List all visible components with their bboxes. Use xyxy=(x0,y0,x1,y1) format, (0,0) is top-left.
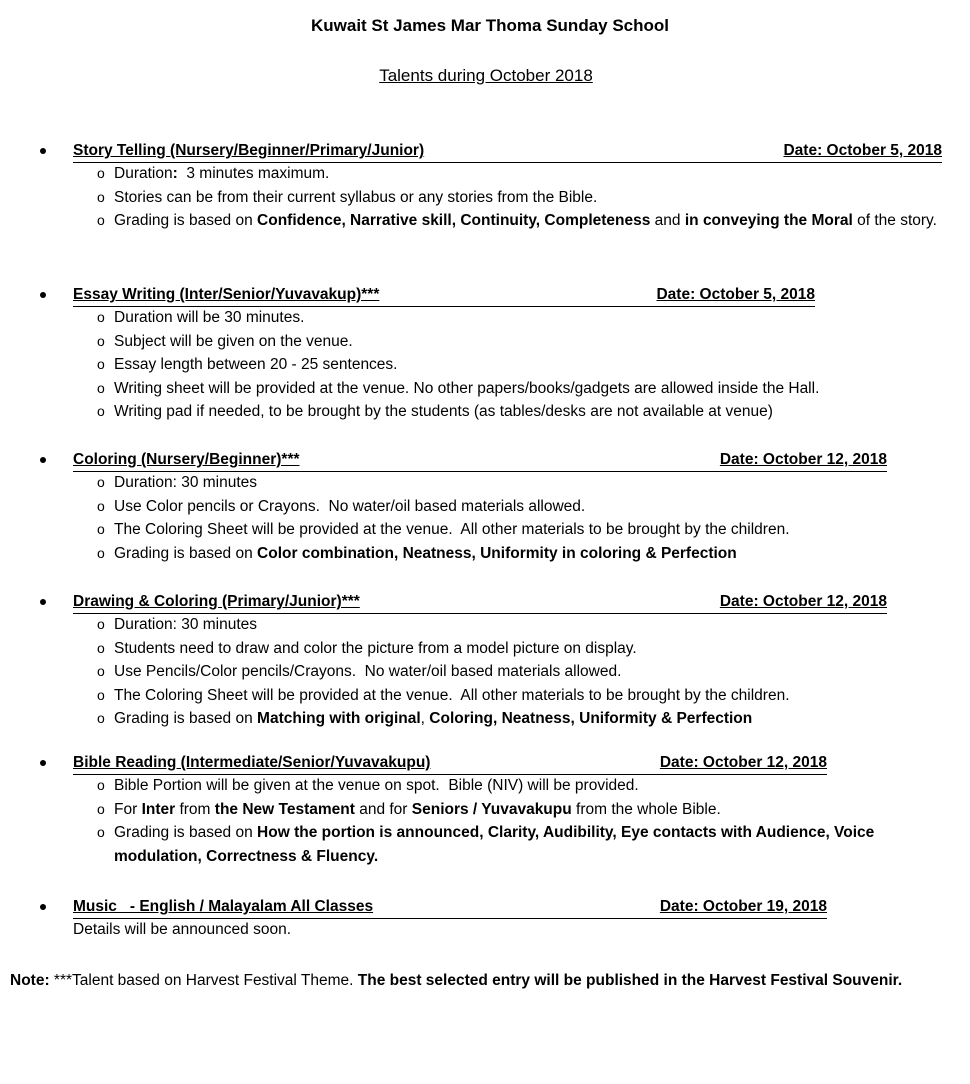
note-paragraph xyxy=(10,969,940,993)
item-text: Writing pad if needed, to be brought by the students (as tables/desks are not available at venue) xyxy=(114,403,773,420)
section-heading xyxy=(73,284,815,307)
item-text: from the whole Bible. xyxy=(571,800,721,818)
item-bold-text: the New Testament xyxy=(214,800,355,818)
list-item xyxy=(0,495,970,519)
bullet-icon xyxy=(40,292,46,298)
list-item xyxy=(0,821,970,868)
item-text: Use Pencils/Color pencils/Crayons. No water/oil based materials allowed. xyxy=(114,663,622,680)
section-name: Music - English / Malayalam All Classes xyxy=(73,898,374,915)
section-items xyxy=(0,613,970,731)
section-heading xyxy=(73,140,942,163)
section-items xyxy=(0,306,970,424)
sub-bullet-icon: o xyxy=(97,777,105,793)
note-label: Note: xyxy=(10,972,50,989)
item-bold-text: : xyxy=(172,165,178,182)
item-text: Use Color pencils or Crayons. No water/oil based materials allowed. xyxy=(114,497,586,515)
section-name: Essay Writing (Inter/Senior/Yuvavakup)*** xyxy=(73,286,380,303)
note-text: ***Talent based on Harvest Festival Theme. xyxy=(49,972,358,989)
list-item xyxy=(0,518,970,542)
section-items xyxy=(0,471,970,565)
section-items xyxy=(0,162,970,233)
item-text: Grading is based on xyxy=(114,824,258,841)
list-item xyxy=(0,542,970,566)
list-item xyxy=(0,684,970,708)
document-subtitle: Talents during October 2018 xyxy=(379,66,593,85)
sub-bullet-icon: o xyxy=(97,474,105,490)
sub-bullet-icon: o xyxy=(97,188,105,205)
list-item xyxy=(0,353,970,377)
section-date: Date: October 12, 2018 xyxy=(719,593,887,610)
section-date: Date: October 19, 2018 xyxy=(659,898,827,915)
item-bold-text: Matching with original xyxy=(257,710,421,727)
item-text: Essay length between 20 - 25 sentences. xyxy=(114,356,398,373)
list-item xyxy=(0,798,970,822)
section-date: Date: October 12, 2018 xyxy=(659,754,827,771)
list-item xyxy=(0,162,970,186)
sub-bullet-icon: o xyxy=(97,639,105,656)
list-item xyxy=(0,660,970,684)
list-item xyxy=(0,186,970,210)
item-text: Duration xyxy=(114,165,173,182)
bullet-icon xyxy=(40,904,46,910)
item-text: of the story. xyxy=(852,212,937,229)
item-text: Bible Portion will be given at the venue on spot. Bible (NIV) will be provided. xyxy=(114,777,639,794)
section-name: Story Telling (Nursery/Beginner/Primary/Junior) xyxy=(73,142,425,159)
sub-bullet-icon: o xyxy=(97,824,105,840)
list-item xyxy=(0,613,970,637)
bullet-icon xyxy=(40,148,46,154)
item-bold-text: Seniors / Yuvavakupu xyxy=(411,800,572,818)
item-text: Duration will be 30 minutes. xyxy=(114,309,305,326)
section-heading xyxy=(73,752,827,775)
item-text: and for xyxy=(354,800,412,818)
item-text: For xyxy=(114,800,142,818)
item-text: Grading is based on xyxy=(114,710,258,727)
sub-bullet-icon: o xyxy=(97,544,105,561)
item-bold-text: Inter xyxy=(141,800,176,818)
section-name: Coloring (Nursery/Beginner)*** xyxy=(73,451,300,468)
sub-bullet-icon: o xyxy=(97,686,105,703)
list-item xyxy=(0,707,970,731)
item-bold-text: How the portion is announced, Clarity, Audibility, Eye contacts with Audience, Voice modulation, Correctness & Fluency. xyxy=(114,824,879,865)
sub-bullet-icon: o xyxy=(97,521,105,537)
section-date: Date: October 5, 2018 xyxy=(783,142,942,159)
item-text: 3 minutes maximum. xyxy=(177,165,330,182)
bullet-icon xyxy=(40,457,46,463)
item-bold-text: in conveying the Moral xyxy=(684,212,853,229)
item-bold-text: Confidence, Narrative skill, Continuity, Completeness xyxy=(257,212,651,229)
section-date: Date: October 5, 2018 xyxy=(656,286,815,303)
bullet-icon xyxy=(40,760,46,766)
section-heading xyxy=(73,591,887,614)
item-text: The Coloring Sheet will be provided at the venue. All other materials to be brought by the children. xyxy=(114,521,790,538)
list-item xyxy=(0,209,970,233)
item-text: Students need to draw and color the picture from a model picture on display. xyxy=(114,639,637,657)
sub-bullet-icon: o xyxy=(97,309,105,325)
note-bold-text: The best selected entry will be published in the Harvest Festival Souvenir. xyxy=(357,972,903,989)
sub-bullet-icon: o xyxy=(97,403,105,419)
sub-bullet-icon: o xyxy=(97,332,105,349)
item-text: Stories can be from their current syllabus or any stories from the Bible. xyxy=(114,188,598,206)
document-title: Kuwait St James Mar Thoma Sunday School xyxy=(310,16,670,35)
item-bold-text: Coloring, Neatness, Uniformity & Perfection xyxy=(429,710,753,727)
sub-bullet-icon: o xyxy=(97,379,105,396)
bullet-icon xyxy=(40,599,46,605)
sub-bullet-icon: o xyxy=(97,616,105,632)
item-text: The Coloring Sheet will be provided at the venue. All other materials to be brought by the children. xyxy=(114,686,790,704)
item-text: Duration: 30 minutes xyxy=(114,616,258,633)
section-name: Drawing & Coloring (Primary/Junior)*** xyxy=(73,593,360,610)
item-text: , xyxy=(420,710,430,727)
section-heading xyxy=(73,449,887,472)
item-text: Duration: 30 minutes xyxy=(114,474,258,491)
sub-bullet-icon: o xyxy=(97,663,105,679)
list-item xyxy=(0,774,970,798)
section-items xyxy=(0,774,970,868)
sub-bullet-icon: o xyxy=(97,212,105,228)
item-text: from xyxy=(175,800,215,818)
item-text: Writing sheet will be provided at the venue. No other papers/books/gadgets are allowed inside the Hall. xyxy=(114,379,820,397)
sub-bullet-icon: o xyxy=(97,356,105,372)
sub-bullet-icon: o xyxy=(97,165,105,181)
sub-bullet-icon: o xyxy=(97,800,105,817)
item-text: Grading is based on xyxy=(114,544,258,562)
item-text: Grading is based on xyxy=(114,212,258,229)
sub-bullet-icon: o xyxy=(97,497,105,514)
item-text: Subject will be given on the venue. xyxy=(114,332,353,350)
list-item xyxy=(0,637,970,661)
list-item xyxy=(0,330,970,354)
list-item xyxy=(0,400,970,424)
item-bold-text: Color combination, Neatness, Uniformity in coloring & Perfection xyxy=(257,544,737,562)
section-details: Details will be announced soon. xyxy=(73,921,291,938)
list-item xyxy=(0,377,970,401)
list-item xyxy=(0,471,970,495)
sub-bullet-icon: o xyxy=(97,710,105,726)
list-item xyxy=(0,306,970,330)
item-text: and xyxy=(650,212,685,229)
section-name: Bible Reading (Intermediate/Senior/Yuvavakupu) xyxy=(73,754,431,771)
section-heading xyxy=(73,896,827,919)
section-date: Date: October 12, 2018 xyxy=(719,451,887,468)
